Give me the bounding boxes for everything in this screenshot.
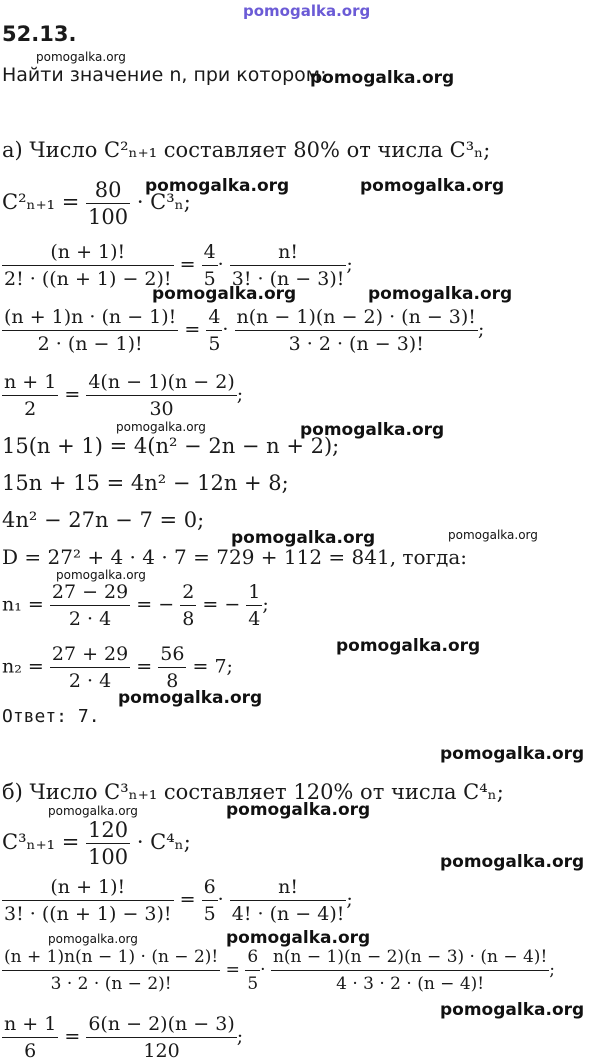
denominator: 120	[143, 1040, 180, 1062]
watermark: pomogalka.org	[310, 68, 455, 88]
eq-text: n₂ =	[2, 655, 44, 678]
watermark: pomogalka.org	[448, 528, 538, 542]
fraction	[202, 875, 218, 926]
numerator: n(n − 1)(n − 2)(n − 3) · (n − 4)!	[271, 945, 549, 971]
part-a-n1	[2, 580, 269, 631]
eq-text: n₁ =	[2, 593, 44, 616]
problem-number	[2, 22, 76, 46]
watermark: pomogalka.org	[226, 928, 371, 948]
denominator: 30	[149, 398, 174, 420]
watermark: pomogalka.org	[440, 1000, 585, 1020]
denominator: 100	[88, 845, 129, 869]
problem-number-dot: .	[68, 22, 77, 46]
watermark: pomogalka.org	[226, 800, 371, 820]
denominator: 2 · (n − 1)!	[37, 333, 143, 355]
watermark: pomogalka.org	[36, 50, 126, 64]
fraction	[2, 370, 58, 421]
fraction	[2, 305, 178, 356]
denominator: 4 · 3 · 2 · (n − 4)!	[336, 974, 485, 994]
watermark: pomogalka.org	[336, 636, 481, 656]
denominator: 3! · ((n + 1) − 3)!	[4, 903, 172, 925]
numerator: (n + 1)n · (n − 1)!	[2, 305, 178, 331]
fraction	[2, 240, 174, 291]
eq-end: ;	[236, 1025, 244, 1048]
numerator: 80	[86, 178, 130, 204]
denominator: 8	[182, 608, 195, 630]
numerator: 4	[202, 240, 218, 266]
fraction	[86, 178, 130, 229]
eq-sign: =	[179, 888, 196, 911]
eq-sign: =	[184, 318, 201, 341]
part-b-eq4	[2, 1012, 243, 1063]
watermark: pomogalka.org	[300, 420, 445, 440]
eq-sign: = −	[202, 593, 241, 616]
watermark: pomogalka.org	[440, 852, 585, 872]
fraction	[86, 1012, 236, 1063]
fraction	[246, 580, 262, 631]
eq-sign: =	[225, 960, 240, 980]
denominator: 6	[24, 1040, 37, 1062]
part-a-eq6: 15n + 15 = 4n² − 12n + 8;	[2, 471, 289, 495]
part-b-eq1	[2, 818, 191, 869]
watermark-top: pomogalka.org	[243, 2, 371, 20]
fraction	[206, 305, 222, 356]
denominator: 2 · 4	[68, 670, 112, 692]
denominator: 2! · ((n + 1) − 2)!	[4, 268, 172, 290]
part-a-eq7: 4n² − 27n − 7 = 0;	[2, 508, 205, 532]
watermark: pomogalka.org	[368, 284, 513, 304]
eq-end: ;	[262, 593, 269, 616]
numerator: 27 + 29	[50, 642, 130, 668]
fraction	[245, 945, 260, 996]
numerator: 1	[246, 580, 262, 606]
numerator: 4(n − 1)(n − 2)	[86, 370, 236, 396]
numerator: 6	[245, 945, 260, 971]
denominator: 3! · (n − 3)!	[231, 268, 345, 290]
eq-end: ;	[477, 318, 485, 341]
part-a-eq4	[2, 370, 243, 421]
fraction	[230, 875, 347, 926]
denominator: 4	[248, 608, 261, 630]
numerator: 6	[202, 875, 218, 901]
numerator: n + 1	[2, 370, 58, 396]
part-a-eq8: D = 27² + 4 · 4 · 7 = 729 + 112 = 841, тогда:	[2, 545, 467, 569]
eq-end: ;	[346, 253, 353, 276]
denominator: 4! · (n − 4)!	[231, 903, 345, 925]
fraction	[2, 875, 174, 926]
fraction	[50, 642, 130, 693]
task-statement: Найти значение n, при котором:	[2, 64, 327, 86]
part-b-eq2: $\frac{(n + 1)!}{3! \cdot ((n + 1) - 3)!}$ = $\frac{6}{5}$ · $\frac{n!}{4! \cdot (n - 4)!}$ ;	[4, 876, 353, 925]
eq-text: C²ₙ₊₁ =	[2, 190, 80, 214]
denominator: 5	[203, 268, 216, 290]
numerator: 27 − 29	[50, 580, 130, 606]
watermark: pomogalka.org	[145, 176, 290, 196]
watermark: pomogalka.org	[116, 420, 206, 434]
denominator: 3 · 2 · (n − 2)!	[50, 974, 172, 994]
watermark: pomogalka.org	[56, 568, 146, 582]
numerator: 120	[88, 818, 129, 842]
numerator: (n + 1)n(n − 1) · (n − 2)!	[2, 945, 220, 971]
denominator: 5	[247, 974, 259, 994]
part-a-eq3: $\frac{(n + 1)n \cdot (n - 1)!}{2 \cdot (n - 1)!}$ = $\frac{4}{5}$ · $\frac{n(n - 1)(n - 2) \cdot (n - 3)!}{3 \cdot 2 \cdot (n - 3)!}$ ;	[4, 306, 485, 355]
denominator: 100	[88, 205, 129, 229]
part-b-eq3: $\frac{(n + 1)n(n - 1) \cdot (n - 2)!}{3 \cdot 2 \cdot (n - 2)!}$ = $\frac{6}{5}$ · $\frac{n(n - 1)(n - 2)(n - 3) \cdot (n - 4)!}{4 \cdot 3 \cdot 2 \cdot (n - 4)!}$ ;	[4, 947, 556, 994]
numerator: n(n − 1)(n − 2) · (n − 3)!	[235, 305, 478, 331]
eq-sign: =	[64, 1025, 81, 1048]
numerator: 6(n − 2)(n − 3)	[86, 1012, 236, 1038]
fraction	[86, 370, 236, 421]
eq-end: ;	[549, 960, 556, 980]
numerator: (n + 1)!	[2, 875, 174, 901]
watermark: pomogalka.org	[48, 932, 138, 946]
eq-text: · C⁴ₙ;	[136, 830, 191, 854]
fraction	[235, 305, 478, 356]
part-a-eq5: 15(n + 1) = 4(n² − 2n − n + 2);	[2, 434, 340, 458]
fraction	[2, 1012, 58, 1063]
eq-text: C³ₙ₊₁ =	[2, 830, 80, 854]
eq-sign: = −	[136, 593, 175, 616]
denominator: 5	[203, 903, 216, 925]
denominator: 2	[24, 398, 37, 420]
part-a-condition: а) Число C²ₙ₊₁ составляет 80% от числа C³ₙ;	[2, 138, 491, 162]
denominator: 2 · 4	[68, 608, 112, 630]
watermark: pomogalka.org	[440, 744, 585, 764]
numerator: n!	[230, 240, 347, 266]
numerator: 2	[180, 580, 196, 606]
denominator: 5	[208, 333, 221, 355]
fraction	[180, 580, 196, 631]
eq-sign: =	[136, 655, 153, 678]
eq-end: ;	[236, 383, 244, 406]
fraction	[2, 945, 220, 996]
fraction	[158, 642, 186, 693]
numerator: 4	[206, 305, 222, 331]
denominator: 8	[166, 670, 179, 692]
eq-sign: =	[179, 253, 196, 276]
watermark: pomogalka.org	[152, 284, 297, 304]
fraction	[50, 580, 130, 631]
eq-end: ;	[346, 888, 353, 911]
eq-end: = 7;	[192, 655, 233, 678]
watermark: pomogalka.org	[118, 688, 263, 708]
problem-number-text: 52.13	[2, 22, 69, 46]
part-a-n2	[2, 642, 233, 693]
part-a-answer: Ответ: 7.	[2, 706, 100, 727]
watermark: pomogalka.org	[48, 804, 138, 818]
numerator: n!	[230, 875, 347, 901]
eq-sign: =	[64, 383, 81, 406]
numerator: 56	[158, 642, 186, 668]
part-b-condition: б) Число C³ₙ₊₁ составляет 120% от числа C⁴ₙ;	[2, 780, 504, 804]
fraction	[271, 945, 549, 996]
fraction	[86, 818, 130, 869]
numerator: n + 1	[2, 1012, 58, 1038]
watermark: pomogalka.org	[231, 528, 376, 548]
numerator: (n + 1)!	[2, 240, 174, 266]
denominator: 3 · 2 · (n − 3)!	[288, 333, 424, 355]
eq-text: · C³ₙ;	[136, 190, 191, 214]
watermark: pomogalka.org	[360, 176, 505, 196]
part-a-eq2: $\frac{(n + 1)!}{2! \cdot ((n + 1) - 2)!}$ = $\frac{4}{5}$ · $\frac{n!}{3! \cdot (n - 3)!}$ ;	[4, 241, 353, 290]
